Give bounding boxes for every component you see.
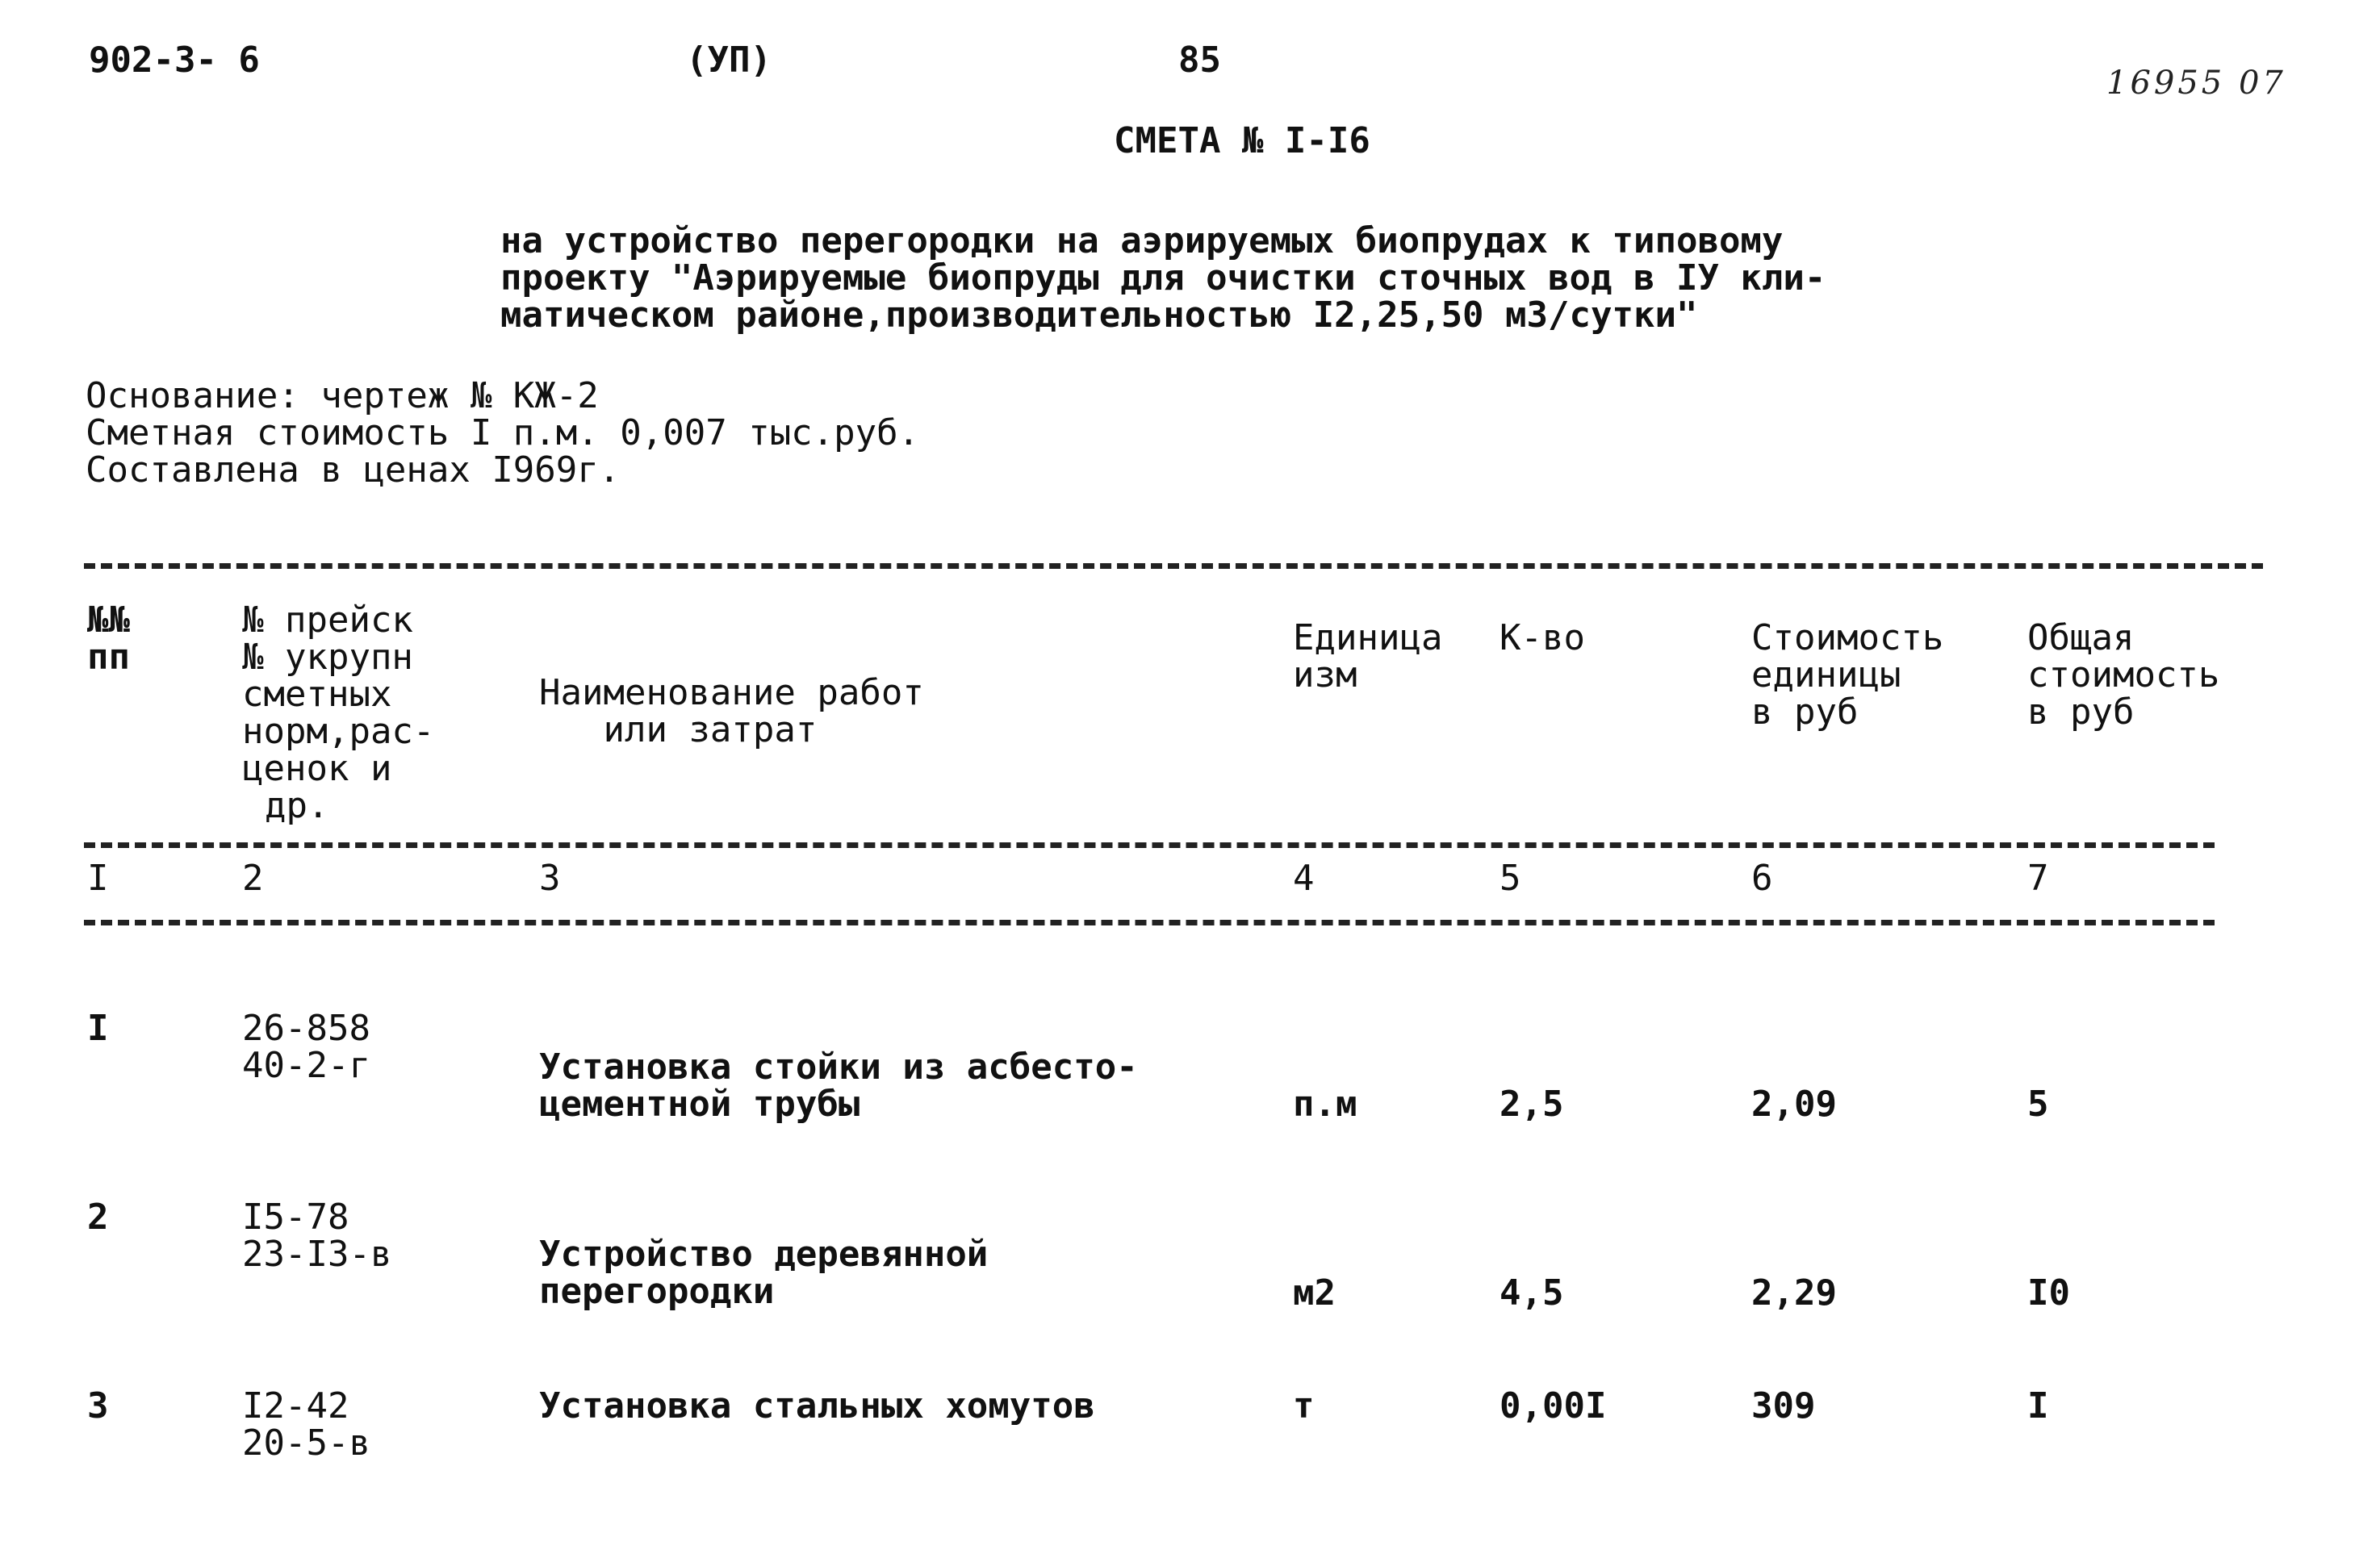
edition-mark: (УП) (686, 40, 772, 81)
column-number: 3 (539, 858, 561, 899)
row-unit-cost: 2,29 (1751, 1272, 1837, 1314)
header-col1: №№ пп (87, 599, 130, 678)
row-unit: т (1293, 1385, 1315, 1427)
row-unit-cost: 309 (1751, 1385, 1816, 1427)
subtitle-line: матическом районе,производительностью I2,25,50 м3/сутки" (500, 295, 1698, 336)
row-total-cost: 5 (2027, 1084, 2049, 1125)
row-codes: 26-858 40-2-г (242, 1008, 370, 1086)
document-title: СМЕТА № I-I6 (1114, 120, 1370, 161)
column-number: 6 (1751, 858, 1773, 899)
header-col6: Стоимость единицы в руб (1751, 617, 1944, 733)
row-unit: м2 (1293, 1272, 1336, 1314)
info-cost: Сметная стоимость I п.м. 0,007 тыс.руб. (86, 412, 920, 453)
row-work-name: Устройство деревянной перегородки (539, 1234, 989, 1312)
row-codes: I2-42 20-5-в (242, 1385, 370, 1464)
row-number: I (87, 1008, 109, 1049)
row-codes: I5-78 23-I3-в (242, 1197, 392, 1275)
info-prices: Составлена в ценах I969г. (86, 449, 621, 491)
header-col2: № прейск № укрупн сметных норм,рас- ценок и др. (242, 599, 435, 826)
table-header-rule (84, 842, 2215, 848)
row-unit: п.м (1293, 1084, 1357, 1125)
column-number: I (87, 858, 109, 899)
row-work-name: Установка стойки из асбесто- цементной трубы (539, 1046, 1138, 1125)
subtitle-line: на устройство перегородки на аэрируемых биопрудах к типовому (500, 220, 1784, 261)
row-number: 2 (87, 1197, 109, 1238)
column-number: 7 (2027, 858, 2049, 899)
header-col7: Общая стоимость в руб (2027, 617, 2220, 733)
row-quantity: 4,5 (1500, 1272, 1564, 1314)
page-number: 85 (1178, 40, 1221, 81)
header-col3: Наименование работ или затрат (539, 672, 924, 750)
archive-number: 16955 07 (2106, 65, 2286, 102)
row-total-cost: I (2027, 1385, 2049, 1427)
column-number: 2 (242, 858, 264, 899)
row-total-cost: I0 (2027, 1272, 2070, 1314)
table-number-rule (84, 920, 2215, 925)
row-work-name: Установка стальных хомутов (539, 1385, 1095, 1427)
row-unit-cost: 2,09 (1751, 1084, 1837, 1125)
header-col4: Единица изм (1293, 617, 1443, 696)
column-number: 5 (1500, 858, 1521, 899)
info-basis: Основание: чертеж № КЖ-2 (86, 375, 599, 416)
column-number: 4 (1293, 858, 1315, 899)
series-code: 902-3- 6 (89, 40, 260, 81)
subtitle-line: проекту "Аэрируемые биопруды для очистки сточных вод в IУ кли- (500, 257, 1826, 299)
table-top-rule (84, 563, 2263, 569)
row-number: 3 (87, 1385, 109, 1427)
row-quantity: 2,5 (1500, 1084, 1564, 1125)
header-col5: К-во (1500, 617, 1585, 658)
row-quantity: 0,00I (1500, 1385, 1607, 1427)
